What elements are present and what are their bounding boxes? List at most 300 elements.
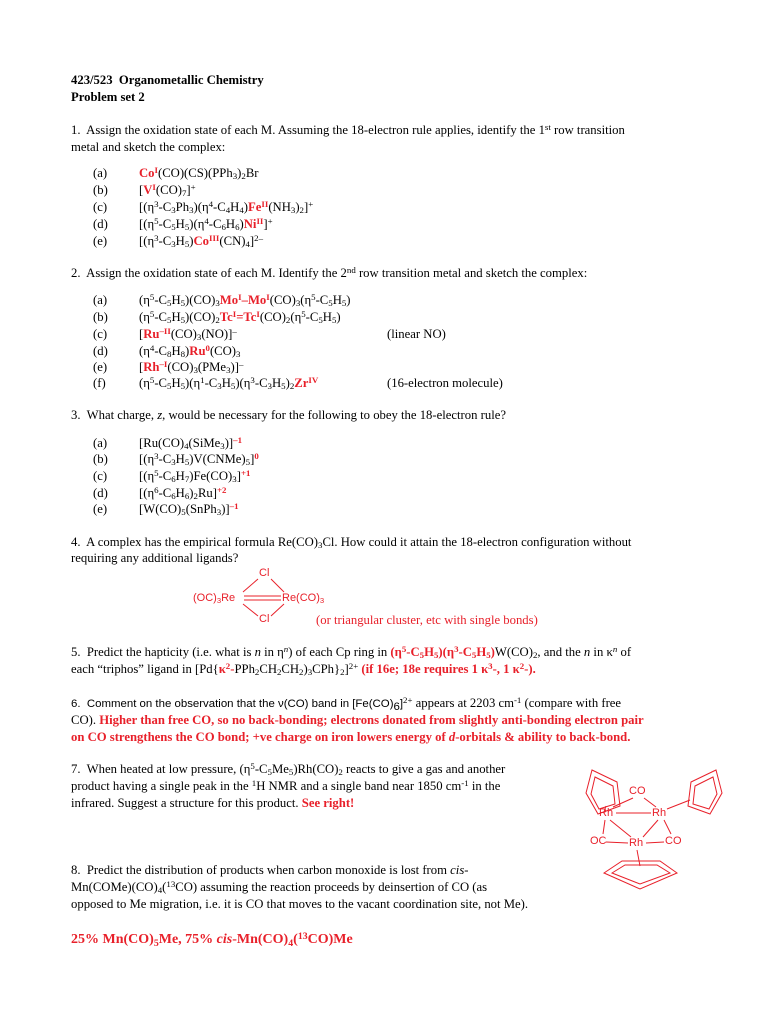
text-run: ] [249,234,255,248]
text-run: Ru [189,344,206,358]
text-run: (SiMe [188,436,221,450]
text-run: 5 [149,292,155,303]
text-run: 5 [486,650,491,661]
diagram-cl-top-label: Cl [259,567,270,579]
q7-text-line [71,795,354,812]
q8-answer [71,931,353,950]
text-run: Mo [219,293,239,307]
text-run: (η [139,344,150,358]
text-run: 2 [193,491,198,502]
text-run: [(η [139,200,155,214]
text-run: st [544,122,551,133]
text-run: H [476,645,487,659]
text-run: + [190,182,196,193]
text-run: 5 [184,222,190,233]
text-run: 3 [215,298,220,309]
text-run: 6. Comment on the observation that the ν(CO) band in [Fe(CO) [71,698,394,710]
text-run: 6 [154,485,159,496]
text-run: in the [468,779,501,793]
text-run: +2 [216,485,227,496]
text-run: H [175,469,185,483]
text-run: - [464,863,469,877]
text-run: )Rh(CO) [293,762,339,776]
text-run: 3. What charge, [71,408,158,422]
text-run: 7 [181,188,187,199]
q3-item-formula [139,451,259,469]
text-run: )(η [189,217,205,231]
text-run: 5 [341,298,347,309]
text-run: (NH [268,200,291,214]
text-run: z [157,408,163,422]
re-dimer-structure [243,579,284,616]
text-run: Co [193,234,210,248]
text-run: – [238,359,244,370]
rh-cp-bond [667,800,690,809]
text-run: cis [450,863,465,877]
q3-item-label: (e) [93,502,108,516]
mu-co-bond [606,842,628,843]
text-run: 0 [205,343,210,354]
text-run: 3 [154,451,159,462]
text-run: ) [185,344,190,358]
rh-cp-bond [637,850,640,866]
text-run: H [332,293,342,307]
text-run: opposed to Me migration, i.e. it is CO that moves to the vacant coordination site, not Me). [71,897,529,911]
text-run: [Ru(CO) [139,436,185,450]
text-run: -C [154,376,167,390]
text-run: 2 [241,171,246,182]
text-run: n [254,645,261,659]
text-run: )(η [193,200,209,214]
q2-item-label: (d) [93,344,108,358]
text-run: [(η [139,234,155,248]
text-run: - [230,662,235,676]
text-run: ) [346,293,351,307]
q1-item-label: (e) [93,234,108,248]
text-run: 7 [184,474,190,485]
q2-item-label: (c) [93,327,108,341]
text-run: 1. Assign the oxidation state of each M. Assuming the 18-electron rule applies, identify the 1 [71,123,545,137]
text-run: Zr [294,376,309,390]
text-run: 2 [215,315,220,326]
text-run: IV [308,375,319,386]
q5-text-line [71,661,536,679]
text-run: (CO)(CS)(PPh [157,166,233,180]
text-run: 5 [154,468,159,479]
text-run: I [232,309,237,320]
text-run: 3 [196,332,202,343]
text-run: 4. A complex has the empirical formula Re(CO) [71,535,318,549]
text-run: -C [315,293,329,307]
rh3-cluster-structure [586,770,722,889]
q1-item-label: (b) [93,183,108,197]
text-run: each “triphos” ligand in [Pd{ [71,662,219,676]
text-run: 8. Predict the distribution of products when carbon monoxide is lost from [71,863,451,877]
text-run: Br [245,166,259,180]
text-run: 4 [208,199,214,210]
q1-item-label: (a) [93,166,108,180]
text-run: ) [189,234,194,248]
q2-item-note: (linear NO) [387,327,446,341]
q2-item-formula [139,292,351,310]
text-run: ] [186,183,191,197]
text-run: 3 [171,205,176,216]
text-run: appears at 2203 cm [412,696,514,710]
text-run: 5 [167,381,172,392]
text-run: ( [162,880,167,894]
text-run: -orbitals & ability to back-bond. [455,730,631,744]
q2-item-label: (b) [93,310,108,324]
text-run: )] [221,502,230,516]
text-run: 6 [221,222,226,233]
diagram-rh-bottom-label: Rh [629,837,644,849]
text-run: 1 [251,778,257,789]
text-run: 5 [311,292,316,303]
text-run: 2 [289,381,295,392]
q2-item-formula [139,326,237,344]
text-run: V [143,183,153,197]
text-run: ) [189,486,194,500]
text-run: 2 [299,667,304,678]
text-run: κ [218,662,226,676]
q8-text-line [71,896,528,913]
text-run: on CO strengthens the CO bond; +ve charge on iron lowers energy of [71,730,449,744]
q6-text-line [71,712,644,729]
text-run: requiring any additional ligands? [71,551,239,565]
text-run: )(CO) [185,310,216,324]
text-run: 6 [393,701,400,714]
q1-item-formula [139,182,196,200]
text-run: (PMe [197,360,227,374]
text-run: 5 [184,457,190,468]
text-run: (CO) [209,344,237,358]
text-run: 5 [153,937,159,949]
q2-item-note: (16-electron molecule) [387,376,503,390]
text-run: , would be necessary for the following to obey the 18-electron rule? [162,408,506,422]
text-run: 25% Mn(CO) [71,932,154,947]
text-run: (if 16e; 18e requires 1 κ [361,662,489,676]
text-run: 3 [217,381,222,392]
text-run: -C [154,293,167,307]
q3-item-formula [139,468,250,486]
text-run: 5 [184,239,190,250]
text-run: 5 [301,309,306,320]
text-run: H [175,452,185,466]
text-run: [(η [139,486,155,500]
q3-item-label: (d) [93,486,108,500]
text-run: (η [139,293,150,307]
text-run: Tc [219,310,233,324]
mu-co-bond [664,820,671,834]
text-run: 3 [154,233,159,244]
text-run: Ru [143,327,160,341]
text-run: -C [406,645,420,659]
text-run: 5 [149,309,155,320]
text-run: Me, 75% [158,932,217,947]
text-run: 5 [471,650,477,661]
text-run: -C [158,200,172,214]
text-run: 5 [331,315,337,326]
mu-co-bond [613,798,633,807]
text-run: [ [139,183,144,197]
text-run: 3 [454,644,459,655]
text-run: =Tc [236,310,257,324]
text-run: cis [216,932,233,947]
text-run: CPh} [312,662,341,676]
text-run: -C [305,310,319,324]
text-run: 4 [239,205,244,216]
q1-item-label: (c) [93,200,108,214]
q3-item-label: (b) [93,452,108,466]
text-run: 13 [166,879,176,890]
text-run: )(η [185,376,201,390]
text-run: )] [224,436,234,450]
text-run: -C [213,200,226,214]
text-run: 2 [532,650,538,661]
text-run: -1 [513,695,522,706]
text-run: ] [399,698,404,710]
text-run: (η [139,310,150,324]
text-run: n [612,644,618,655]
text-run: 3 [171,457,176,468]
text-run: H [175,486,185,500]
text-run: H [171,376,181,390]
text-run: 2 [519,661,525,672]
q7-text-line [71,761,505,779]
text-run: ) [243,200,248,214]
text-run: I [266,292,270,303]
text-run: ) [303,662,308,676]
text-run: 5 [167,315,172,326]
text-run: 4 [225,205,231,216]
re-cl-bond [243,604,258,616]
text-run: H NMR and a single band near 1850 cm [256,779,462,793]
text-run: 4 [157,885,163,896]
text-run: )(CO) [185,293,216,307]
text-run: 6 [184,491,190,502]
text-run: 5 [180,381,186,392]
q2-item-label: (e) [93,360,108,374]
text-run: 3 [226,365,231,376]
q4-text-line [71,550,238,567]
q4-answer-note: (or triangular cluster, etc with single bonds) [316,613,538,627]
text-run: ( [293,932,298,947]
text-run: 3 [154,199,159,210]
q8-text-line [71,862,469,879]
text-run: of [617,645,632,659]
text-run: –Mo [241,293,267,307]
text-run: 2+ [348,661,359,672]
cp-ring-right-inner [693,777,717,809]
text-run: 5 [149,375,155,386]
text-run: –1 [233,435,243,446]
text-run: I [256,309,260,320]
text-run: 3 [488,661,493,672]
text-run: (CO) [259,310,286,324]
text-run: + [308,199,314,210]
text-run: 1 [200,375,205,386]
diagram-rh-right-label: Rh [652,807,667,819]
text-run: 5 [318,315,323,326]
text-run: d [448,730,456,744]
q1-text-line [71,139,225,156]
text-run: -1 [461,778,469,789]
text-run: -C [158,217,172,231]
text-run: –II [159,326,171,337]
text-run: ] [344,662,349,676]
text-run: 3 [232,171,238,182]
q2-item-label: (f) [93,376,106,390]
text-run: 3 [267,381,272,392]
q5-text-line [71,644,631,662]
text-run: -). [524,662,536,676]
diagram-cl-bottom-label: Cl [259,613,270,625]
text-run: n [583,645,591,659]
text-run: 5 [288,767,294,778]
text-run: CH [259,662,277,676]
text-run: + [267,216,273,227]
q2-item-formula [139,375,318,393]
text-run: -, 1 κ [492,662,520,676]
text-run: -Mn(CO) [232,932,289,947]
text-run: 5 [281,381,286,392]
diagram-re-left-label [193,591,235,606]
q1-text-line [71,122,625,140]
text-run: 5 [419,650,425,661]
text-run: ) [237,166,242,180]
q3-item-formula [139,501,239,519]
text-run: 2 [225,661,231,672]
text-run: H [171,293,181,307]
text-run: ] [250,452,255,466]
text-run: ) [285,376,290,390]
text-run: 5 [433,650,439,661]
document-subtitle: Problem set 2 [71,90,145,104]
q1-item-formula [139,216,273,234]
q3-text-line [71,407,506,424]
text-run: 5 [328,298,333,309]
diagram-re-right-label [282,591,324,606]
text-run: H [271,376,282,390]
text-run: H [225,217,236,231]
q7-text-line [71,778,500,796]
text-run: Me [271,762,289,776]
text-run: row transition metal and sketch the complex: [355,266,588,280]
text-run: [ [139,360,144,374]
mu-co-bond [603,820,605,834]
text-run: [ [139,327,144,341]
q1-item-formula [139,233,263,251]
text-run: product having a single peak in the [71,779,252,793]
text-run: [(η [139,452,155,466]
text-run: 4 [288,937,294,949]
text-run: (CO) [269,293,296,307]
text-run: 3 [318,540,323,551]
text-run: CO)Me [307,932,353,947]
text-run: ] [236,469,241,483]
text-run: II [261,199,269,210]
text-run: Mn(COMe)(CO) [71,880,158,894]
text-run: )Fe(CO) [189,469,233,483]
text-run: (CO) [170,327,197,341]
text-run: -C [154,310,167,324]
text-run: H [175,217,185,231]
text-run: -C [254,762,268,776]
text-run: 2 [340,667,345,678]
text-run: H [175,234,185,248]
text-run: 7. When heated at low pressure, (η [71,762,251,776]
text-run: (CO) [155,183,182,197]
text-run: )(η [438,645,455,659]
text-run: 2– [254,233,264,244]
cp-ring-left-inner [591,777,615,809]
diagram-rh-left-label: Rh [599,807,614,819]
text-run: CO) assuming the reaction proceeds by deinsertion of CO (as [175,880,488,894]
text-run: 0 [254,451,259,462]
mu-co-bond [646,842,664,843]
document-title: 423/523 Organometallic Chemistry [71,73,264,87]
text-run: H [322,310,332,324]
text-run: 5 [401,644,407,655]
text-run: [(η [139,217,155,231]
text-run: 3 [216,507,222,518]
text-run: ) [239,217,244,231]
text-run: in κ [590,645,613,659]
text-run: -C [158,452,172,466]
text-run: 8 [180,349,186,360]
text-run: Ru] [197,486,217,500]
text-run: 2 [285,315,291,326]
text-run: – [232,326,237,337]
text-run: –I [159,359,168,370]
text-run: H [424,645,434,659]
text-run: 3 [193,365,198,376]
text-run: -C [158,234,172,248]
text-run: n [283,644,289,655]
text-run: row transition [550,123,625,137]
text-run: 2+ [403,695,413,706]
diagram-co-top-label: CO [629,785,646,797]
text-run: 3 [290,205,296,216]
q1-item-label: (d) [93,217,108,231]
text-run: ) [295,200,300,214]
q6-text-line [71,695,621,713]
q2-item-label: (a) [93,293,108,307]
text-run: (NO)] [201,327,233,341]
q3-item-label: (c) [93,469,108,483]
rh-rh-bond [610,820,631,837]
text-run: (SnPh [185,502,217,516]
q3-item-label: (a) [93,436,108,450]
text-run: Re(CO) [282,592,320,604]
text-run: Ni [243,217,257,231]
text-run: (η [300,293,312,307]
text-run: )(η [235,376,251,390]
text-run: nd [346,265,356,276]
text-run: 2 [299,205,304,216]
q8-text-line [71,879,487,897]
text-run: ) of each Cp ring in [288,645,391,659]
cp-ring-bottom-outer [604,861,677,889]
text-run: I [154,165,158,176]
text-run: III [209,233,220,244]
text-run: (η [139,376,150,390]
text-run: CO). [71,713,100,727]
text-run: Co [139,166,155,180]
text-run: 3 [216,596,222,606]
text-run: 5 [245,457,251,468]
text-run: -C [458,645,472,659]
